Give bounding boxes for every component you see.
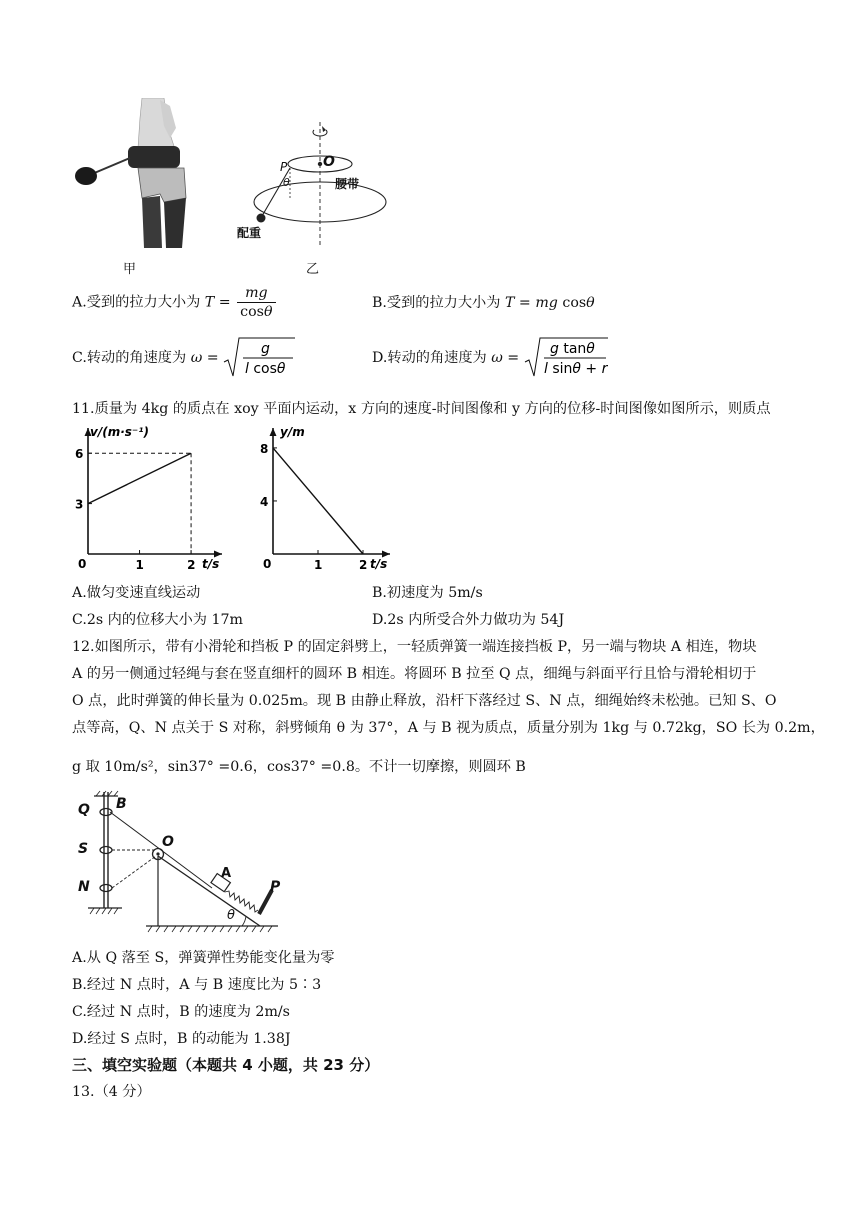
sqrt-g-over-lcos — [223, 336, 295, 380]
chart-yt-xtick-label-2: 2 — [359, 558, 368, 572]
chart-yt-ytick-label-4: 4 — [260, 494, 269, 509]
q10-option-c-text: C.转动的角速度为 — [72, 350, 187, 366]
q11-option-c: C.2s 内的位移大小为 17m — [72, 612, 244, 628]
q10-option-a-text: A.受到的拉力大小为 — [72, 294, 201, 311]
chart-yt-y-arrow — [270, 428, 277, 436]
chart-yt-ylabel: y/m — [280, 425, 305, 439]
chart-yt-ytick-label-8: 8 — [260, 441, 269, 456]
q12-stem-line-4: 点等高，Q、N 点关于 S 对称，斜劈倾角 θ 为 37°，A 与 B 视为质点，质量分别为 1kg 与 0.72kg，SO 长为 0.2m， — [72, 720, 825, 736]
q12-option-a: A.从 Q 落至 S，弹簧弹性势能变化量为零 — [72, 950, 335, 966]
chart-yt-origin: 0 — [263, 557, 272, 571]
chart-yt-series-line — [273, 448, 363, 554]
chart-vt-ytick-label-6: 6 — [75, 447, 84, 462]
chart-yt-xlabel: t/s — [370, 557, 388, 571]
figure-yi-label-o: O — [323, 154, 335, 170]
section-3-heading: 三、填空实验题（本题共 4 小题，共 23 分） — [72, 1056, 380, 1074]
q12-fig-label-a: A — [221, 866, 232, 881]
chart-vt-xtick-label-2: 2 — [187, 558, 196, 572]
fraction-mg-over-cos: $\frac{mg}{\cos\theta}$ — [237, 284, 275, 321]
q12-stem-line-2: A 的另一侧通过轻绳与套在竖直细杆的圆环 B 相连。将圆环 B 拉至 Q 点，细绳与斜面平行且恰与滑轮相切于 — [72, 666, 757, 682]
chart-yt-xtick-label-1: 1 — [314, 558, 323, 572]
svg-text:g tanθ: g tanθ — [549, 341, 595, 357]
q10-option-b: B.受到的拉力大小为 T = mg cosθ — [372, 295, 595, 311]
figure-yi-label-belt: 腰带 — [335, 177, 360, 191]
q11-stem: 11.质量为 4kg 的质点在 xoy 平面内运动，x 方向的速度-时间图像和 y 方向的位移-时间图像如图所示，则质点 — [72, 401, 771, 417]
figure-yi-label-weight: 配重 — [237, 226, 262, 240]
chart-vt-series-line — [88, 453, 191, 503]
q12-fig-label-theta: θ — [227, 908, 235, 923]
figure-yi-label-p: P — [280, 160, 288, 174]
q12-option-d: D.经过 S 点时，B 的动能为 1.38J — [72, 1031, 291, 1047]
q12-stem-line-5: g 取 10m/s²，sin37° =0.6，cos37° =0.8。不计一切摩擦，则圆环 B — [72, 759, 526, 775]
q10-option-a: A.受到的拉力大小为 T = $\frac{mg}{\cos\theta}$ — [72, 284, 278, 321]
chart-vt-origin: 0 — [78, 557, 87, 571]
q12-fig-label-s: S — [78, 841, 89, 857]
q12-option-c: C.经过 N 点时，B 的速度为 2m/s — [72, 1004, 290, 1020]
chart-yt-svg — [258, 422, 398, 574]
q12-stem-line-1: 12.如图所示，带有小滑轮和挡板 P 的固定斜劈上，一轻质弹簧一端连接挡板 P，另一端与物块 A 相连，物块 — [72, 639, 757, 655]
figure-yi-caption: 乙 — [306, 262, 320, 277]
q11-option-d: D.2s 内所受合外力做功为 54J — [372, 612, 565, 628]
q10-option-b-text: B.受到的拉力大小为 — [372, 295, 501, 311]
figure-jia-photo — [72, 98, 194, 248]
q10-option-c: C.转动的角速度为 ω = g l cosθ — [72, 336, 295, 380]
q10-option-d: D.转动的角速度为 ω = g tanθ l sinθ + r — [372, 336, 608, 380]
chart-vt-ytick-label-3: 3 — [75, 497, 84, 512]
q12-fig-label-p: P — [270, 879, 281, 895]
chart-vt-xtick-label-1: 1 — [135, 558, 144, 572]
q11-option-a: A.做匀变速直线运动 — [72, 585, 201, 601]
math-t: T — [204, 294, 215, 311]
q13-label: 13.（4 分） — [72, 1084, 151, 1100]
q10-option-d-text: D.转动的角速度为 — [372, 350, 487, 366]
sqrt-gtan-over-lsin-r — [524, 336, 608, 380]
q12-fig-label-o: O — [162, 834, 174, 850]
figure-yi-label-theta: θ — [283, 176, 290, 189]
q11-option-b: B.初速度为 5m/s — [372, 585, 483, 601]
svg-text:l cosθ: l cosθ — [245, 361, 286, 377]
svg-text:l sinθ + r: l sinθ + r — [543, 361, 608, 377]
chart-vt-xlabel: t/s — [202, 557, 220, 571]
figure-jia-caption: 甲 — [123, 262, 137, 277]
q12-option-b: B.经过 N 点时，A 与 B 速度比为 5∶3 — [72, 977, 322, 993]
chart-vt-svg — [72, 422, 232, 574]
q12-stem-line-3: O 点，此时弹簧的伸长量为 0.025m。现 B 由静止释放，沿杆下落经过 S、N 点，细绳始终未松弛。已知 S、O — [72, 693, 777, 709]
svg-text:g: g — [261, 341, 271, 357]
q12-fig-label-b: B — [116, 796, 127, 812]
chart-vt-ylabel: v/(m·s⁻¹) — [90, 425, 149, 439]
chart-vt — [72, 422, 232, 574]
q12-figure — [72, 790, 292, 938]
q12-fig-label-q: Q — [78, 802, 90, 818]
q12-fig-label-n: N — [78, 879, 90, 895]
chart-yt — [258, 422, 398, 574]
